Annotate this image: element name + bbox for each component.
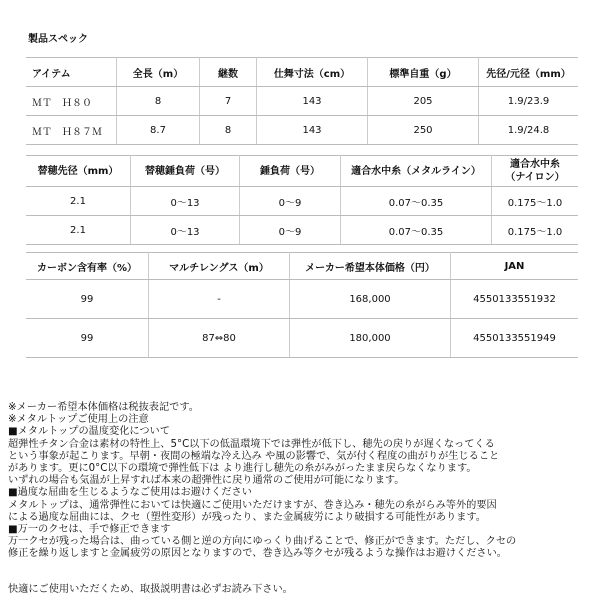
header-carbon: カーボン含有率（%） — [26, 253, 149, 280]
cell-price: 180,000 — [290, 319, 451, 358]
cell-weight: 250 — [368, 116, 479, 145]
table-header-row — [26, 253, 578, 280]
header-tip-diameter: 替穂先径（mm） — [26, 156, 131, 187]
header-multi-length: マルチレングス（m） — [149, 253, 290, 280]
note-line: ※メーカー希望本体価格は税抜表記です。 — [8, 402, 199, 413]
cell-tip-load: 0〜13 — [131, 187, 240, 216]
table-row — [26, 87, 578, 116]
cell-item: ＭＴ Ｈ８０ — [26, 87, 117, 116]
cell-nylon-line: 0.175〜1.0 — [492, 187, 579, 216]
cell-sections: 8 — [200, 116, 257, 145]
header-sinker-load: 錘負荷（号） — [240, 156, 341, 187]
table-row — [26, 187, 578, 216]
header-jan: JAN — [451, 253, 579, 280]
closing-note: 快適にご使用いただくため、取扱説明書は必ずお読み下さい。 — [8, 584, 293, 595]
cell-carbon: 99 — [26, 319, 149, 358]
cell-sinker-load: 0〜9 — [240, 187, 341, 216]
note-line: ※メタルトップご使用上の注意 — [8, 414, 149, 426]
header-tip-load: 替穂錘負荷（号） — [131, 156, 240, 187]
cell-jan: 4550133551949 — [451, 319, 579, 358]
note-line: という事象が起こります。早朝・夜間の極端な冷え込み や風の影響で、気が付く程度の曲がりが生じること — [8, 450, 500, 462]
cell-multi-length: 87⇔80 — [149, 319, 290, 358]
cell-closed-length: 143 — [257, 87, 368, 116]
note-line: ■万一のクセは、手で修正できます — [8, 524, 171, 536]
note-line: による過度な屈曲には、クセ（塑性変形）が残ったり、また金属疲労により破損する可能性があります。 — [8, 511, 486, 523]
table-row — [26, 319, 578, 358]
header-metal-line: 適合水中糸（メタルライン） — [341, 156, 492, 187]
header-weight: 標準自重（g） — [368, 58, 479, 87]
notes-section — [8, 402, 598, 561]
cell-jan: 4550133551932 — [451, 280, 579, 319]
header-nylon-line-1: 適合水中糸 — [510, 159, 560, 170]
cell-price: 168,000 — [290, 280, 451, 319]
price-table — [26, 252, 578, 358]
cell-metal-line: 0.07〜0.35 — [341, 187, 492, 216]
table-row — [26, 280, 578, 319]
note-line: 万一クセが残った場合は、曲っている側と逆の方向にゆっくり曲げることで、修正ができます。ただし、クセの — [8, 536, 517, 548]
header-price: メーカー希望本体価格（円） — [290, 253, 451, 280]
cell-carbon: 99 — [26, 280, 149, 319]
note-line: メタルトップは、通常弾性においては快適にご使用いただけますが、巻き込み・穂先の糸がらみ等外的要因 — [8, 499, 497, 511]
table-row — [26, 116, 578, 145]
header-diameter: 先径/元径（mm） — [479, 58, 579, 87]
cell-multi-length: - — [149, 280, 290, 319]
cell-metal-line: 0.07〜0.35 — [341, 216, 492, 245]
note-line: ■メタルトップの温度変化について — [8, 426, 170, 438]
cell-tip-diameter: 2.1 — [26, 187, 131, 216]
cell-tip-diameter: 2.1 — [26, 216, 131, 245]
header-closed-length: 仕舞寸法（cm） — [257, 58, 368, 87]
cell-diameter: 1.9/23.9 — [479, 87, 579, 116]
cell-sections: 7 — [200, 87, 257, 116]
note-line: があります。更に0°C以下の環境で弾性低下は より進行し穂先の糸がみがったまま戻らなくなります。 — [8, 463, 477, 475]
table-row — [26, 216, 578, 245]
header-item: アイテム — [26, 58, 117, 87]
table-header-row — [26, 58, 578, 87]
header-length: 全長（m） — [117, 58, 200, 87]
cell-tip-load: 0〜13 — [131, 216, 240, 245]
header-nylon-line-2: （ナイロン） — [505, 172, 565, 183]
cell-length: 8 — [117, 87, 200, 116]
cell-nylon-line: 0.175〜1.0 — [492, 216, 579, 245]
note-line: 修正を繰り返しますと金属疲労の原因となりますので、巻き込み等クセが残るような操作はお避けください。 — [8, 548, 507, 560]
note-line: 超弾性チタン合金は素材の特性上、5°C以下の低温環境下では弾性が低下し、穂先の戻りが遅くなってくる — [8, 438, 495, 450]
note-line: ■過度な屈曲を生じるようなご使用はお避けください — [8, 487, 252, 499]
header-sections: 継数 — [200, 58, 257, 87]
cell-item: ＭＴ Ｈ８７Ｍ — [26, 116, 117, 145]
cell-weight: 205 — [368, 87, 479, 116]
note-line: いずれの場合も気温が上昇すれば本来の超弾性に戻り通常のご使用が可能になります。 — [8, 475, 405, 487]
table-header-row — [26, 156, 578, 187]
tip-table — [26, 155, 578, 245]
cell-sinker-load: 0〜9 — [240, 216, 341, 245]
header-nylon-line — [492, 156, 579, 187]
cell-length: 8.7 — [117, 116, 200, 145]
page-title: 製品スペック — [28, 34, 88, 45]
cell-closed-length: 143 — [257, 116, 368, 145]
cell-diameter: 1.9/24.8 — [479, 116, 579, 145]
spec-table — [26, 57, 578, 145]
